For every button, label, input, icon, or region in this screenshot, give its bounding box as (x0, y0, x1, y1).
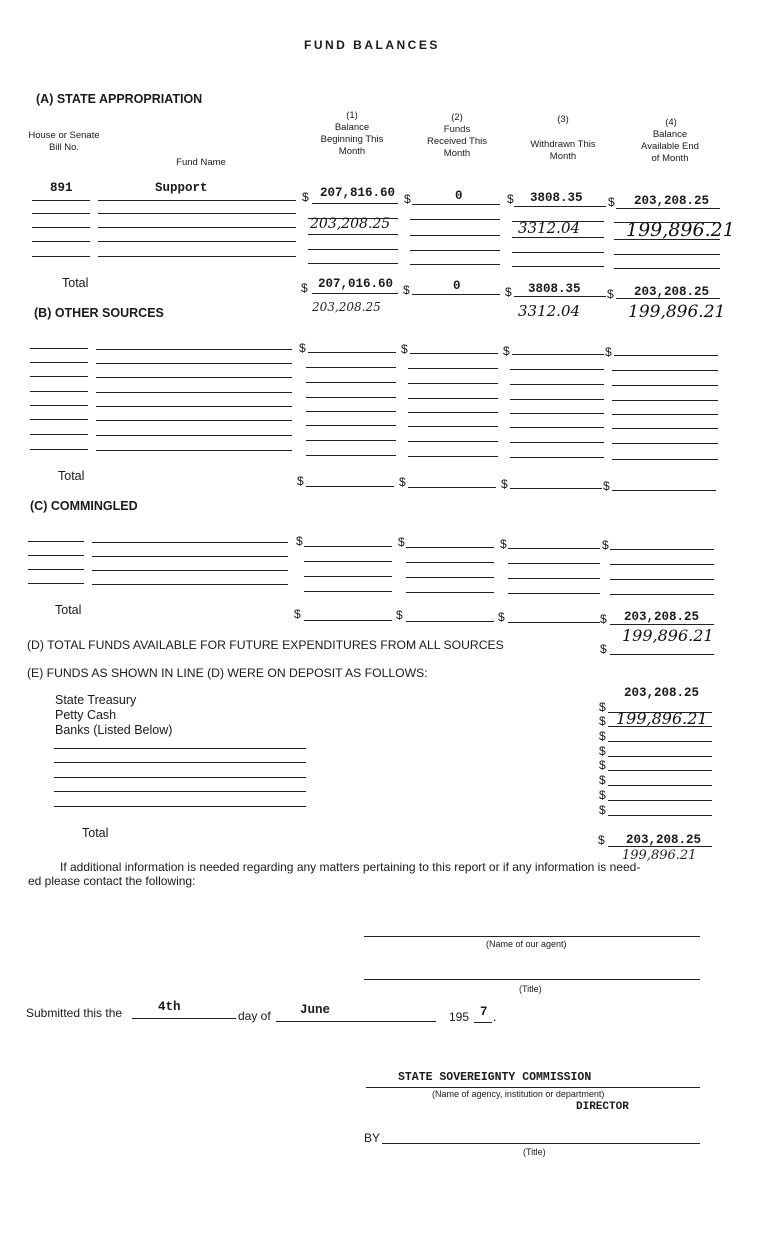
deposit-total-typed: 203,208.25 (626, 833, 702, 847)
row-c3-value: 3808.35 (530, 191, 583, 205)
b-c3-dollar: $ (503, 344, 510, 358)
col1-header: Balance Beginning This Month (320, 122, 384, 157)
total-a-c4-dollar: $ (607, 287, 614, 301)
c-total-c4-dollar: $ (600, 612, 607, 626)
deposit-state-treasury: State Treasury (55, 693, 137, 707)
c-c4-dollar: $ (602, 538, 609, 552)
row-c4-handwritten: 199,896.21 (626, 219, 735, 241)
e-dollar-4: $ (599, 744, 606, 758)
c-total-c3-dollar: $ (498, 610, 505, 624)
total-a-c2-dollar: $ (403, 283, 410, 297)
b-c4-dollar: $ (605, 345, 612, 359)
row-c2-value: 0 (455, 189, 463, 203)
total-a-c2: 0 (453, 279, 461, 293)
row-c4-dollar: $ (608, 195, 615, 209)
e-dollar-6: $ (599, 773, 606, 787)
c-total-c1-dollar: $ (294, 607, 301, 621)
submitted-period: . (493, 1010, 497, 1024)
total-a-c3: 3808.35 (528, 282, 581, 296)
b-total-c3-dollar: $ (501, 477, 508, 491)
total-a-c4-handwritten: 199,896.21 (628, 302, 726, 322)
section-c-total-c4: 203,208.25 (624, 610, 700, 624)
e-dollar-3: $ (599, 729, 606, 743)
c-c1-dollar: $ (296, 534, 303, 548)
e-total-dollar: $ (598, 833, 605, 847)
col2-number: (2) (451, 112, 463, 123)
line-e-text: (E) FUNDS AS SHOWN IN LINE (D) WERE ON DEPOSIT AS FOLLOWS: (27, 666, 428, 680)
row-c3-dollar: $ (507, 192, 514, 206)
col3-number: (3) (557, 114, 569, 125)
submitted-day-of: day of (238, 1009, 271, 1023)
total-a-c3-dollar: $ (505, 285, 512, 299)
total-a-c1-dollar: $ (301, 281, 308, 295)
c-c2-dollar: $ (398, 535, 405, 549)
c-total-c2-dollar: $ (396, 608, 403, 622)
e-dollar-2: $ (599, 714, 606, 728)
row-c1-handwritten: 203,208.25 (310, 216, 391, 232)
deposit-total-handwritten: 199,896.21 (622, 848, 697, 863)
line-d-dollar: $ (600, 642, 607, 656)
row-c4-value: 203,208.25 (634, 194, 710, 208)
b-c1-dollar: $ (299, 341, 306, 355)
line-d-text: (D) TOTAL FUNDS AVAILABLE FOR FUTURE EXPENDITURES FROM ALL SOURCES (27, 638, 504, 652)
section-b-heading: (B) OTHER SOURCES (34, 306, 164, 320)
col3-header: Withdrawn This Month (530, 139, 596, 162)
row-c2-dollar: $ (404, 192, 411, 206)
submitted-month: June (300, 1003, 331, 1017)
col4-number: (4) (665, 117, 677, 128)
b-total-c2-dollar: $ (399, 475, 406, 489)
line-d-value: 199,896.21 (622, 626, 714, 645)
total-a-c3-handwritten: 3312.04 (518, 302, 581, 320)
treasury-handwritten-value: 199,896.21 (616, 709, 708, 728)
submitted-day: 4th (158, 1000, 181, 1014)
agent-name-line[interactable] (364, 936, 700, 937)
section-b-total-label: Total (58, 469, 85, 483)
agency-name: STATE SOVEREIGNTY COMMISSION (398, 1071, 592, 1084)
section-c-total-label: Total (55, 603, 82, 617)
page-title: FUND BALANCES (304, 38, 440, 52)
c-c3-dollar: $ (500, 537, 507, 551)
total-a-c4: 203,208.25 (634, 285, 710, 299)
submitted-year-digit: 7 (480, 1005, 488, 1019)
total-a-c1-handwritten: 203,208.25 (312, 300, 381, 314)
row-c1-value: 207,816.60 (320, 186, 396, 200)
b-total-c4-dollar: $ (603, 479, 610, 493)
e-dollar-1: $ (599, 700, 606, 714)
deposit-petty-cash: Petty Cash (55, 708, 117, 722)
col2-header: Funds Received This Month (426, 124, 488, 159)
row-c3-handwritten: 3312.04 (518, 219, 581, 237)
agent-title-caption: (Title) (519, 984, 542, 994)
section-c-heading: (C) COMMINGLED (30, 499, 138, 513)
section-a-heading: (A) STATE APPROPRIATION (36, 92, 203, 106)
contact-text-line1: If additional information is needed regarding any matters pertaining to this report or if any information is need- (60, 860, 641, 874)
by-signature-line[interactable] (382, 1143, 700, 1144)
total-a-c1: 207,016.60 (318, 277, 394, 291)
row-fund-name: Support (155, 181, 208, 195)
submitted-prefix: Submitted this the (26, 1006, 123, 1020)
submitted-year-prefix: 195 (449, 1010, 470, 1024)
treasury-typed-value: 203,208.25 (624, 686, 700, 700)
deposit-banks: Banks (Listed Below) (55, 723, 173, 737)
col1-number: (1) (346, 110, 358, 121)
by-label: BY (364, 1131, 381, 1145)
agent-title-line[interactable] (364, 979, 700, 980)
e-dollar-8: $ (599, 803, 606, 817)
col-bill-header: House or Senate Bill No. (28, 130, 100, 153)
e-dollar-5: $ (599, 758, 606, 772)
agent-name-caption: (Name of our agent) (486, 939, 567, 949)
agency-title: DIRECTOR (576, 1101, 629, 1113)
section-a-total-label: Total (62, 276, 89, 290)
agency-caption: (Name of agency, institution or department) (432, 1089, 605, 1099)
col4-header: Balance Available End of Month (641, 129, 699, 164)
contact-text-line2: ed please contact the following: (28, 874, 196, 888)
e-dollar-7: $ (599, 788, 606, 802)
b-total-c1-dollar: $ (297, 474, 304, 488)
deposit-total-label: Total (82, 826, 109, 840)
row-c1-dollar: $ (302, 190, 309, 204)
by-title-caption: (Title) (523, 1147, 546, 1157)
row-bill-number: 891 (50, 181, 73, 195)
col-fund-header: Fund Name (176, 157, 226, 168)
b-c2-dollar: $ (401, 342, 408, 356)
